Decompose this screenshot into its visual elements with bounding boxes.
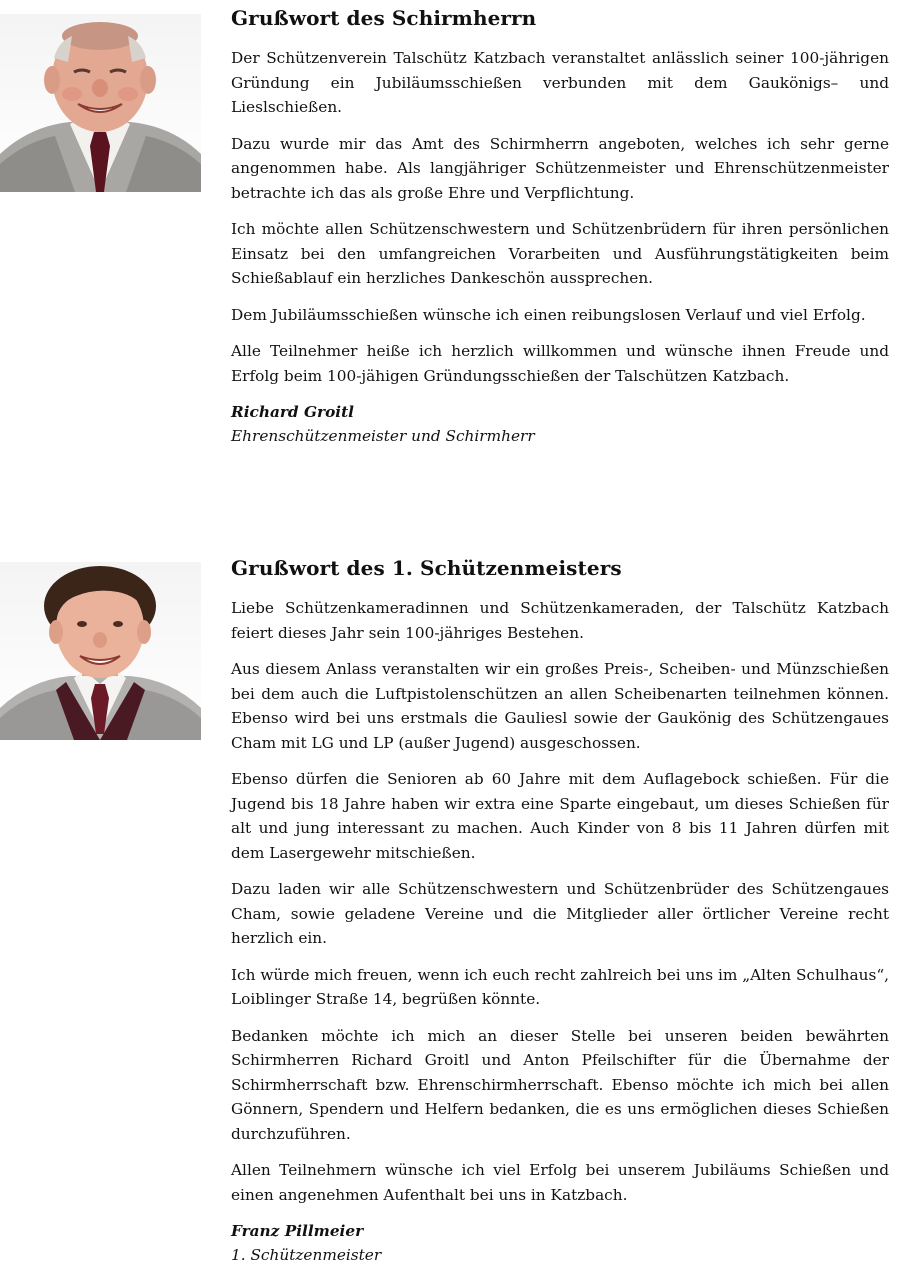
paragraph: Der Schützenverein Talschütz Katzbach veranstaltet anlässlich seiner 100-jährigen Gründung ein Jubiläumsschießen verbunden mit dem Gaukönigs– und Lieslschießen. (231, 49, 889, 116)
section-heading: Grußwort des 1. Schützenmeisters (231, 556, 622, 580)
paragraph: Dem Jubiläumsschießen wünsche ich einen reibungslosen Verlauf und viel Erfolg. (231, 305, 866, 324)
paragraph: Dazu wurde mir das Amt des Schirmherrn angeboten, welches ich sehr gerne angenommen habe. Als langjähriger Schützenmeister und Ehrenschützenmeister betrachte ich das als große Ehre und Verpflichtung. (231, 134, 889, 202)
greeting-chairman-content (231, 554, 889, 1267)
signature-name: Richard Groitl (231, 403, 354, 421)
paragraph: Dazu laden wir alle Schützenschwestern und Schützenbrüder des Schützengaues Cham, sowie geladene Vereine und die Mitglieder aller örtlicher Vereine recht herzlich ein. (231, 880, 889, 947)
paragraph: Ich möchte allen Schützenschwestern und Schützenbrüdern für ihren persönlichen Einsatz bei den umfangreichen Vorarbeiten und Ausführungstätigkeiten beim Schießablauf ein herzliches Dankeschön aussprechen. (231, 220, 889, 287)
signature-title: Ehrenschützenmeister und Schirmherr (231, 427, 535, 445)
portrait-photo-chairman (0, 562, 201, 740)
section-heading: Grußwort des Schirmherrn (231, 6, 537, 30)
signature-title: 1. Schützenmeister (231, 1246, 382, 1264)
paragraph: Allen Teilnehmern wünsche ich viel Erfolg bei unserem Jubiläums Schießen und einen angenehmen Aufenthalt bei uns in Katzbach. (231, 1161, 889, 1204)
portrait-photo-patron (0, 14, 201, 192)
paragraph: Ich würde mich freuen, wenn ich euch recht zahlreich bei uns im „Alten Schulhaus“, Loiblinger Straße 14, begrüßen könnte. (231, 965, 889, 1008)
paragraph: Aus diesem Anlass veranstalten wir ein großes Preis-, Scheiben- und Münzschießen bei dem auch die Luftpistolenschützen an allen Scheibenarten teilnehmen können. Ebenso wird bei uns erstmals die Gauliesl sowie der Gaukönig des Schützengaues Cham mit LG und LP (außer Jugend) ausgeschossen. (231, 660, 889, 752)
paragraph: Alle Teilnehmer heiße ich herzlich willkommen und wünsche ihnen Freude und Erfolg beim 100-jähigen Gründungsschießen der Talschützen Katzbach. (231, 342, 889, 385)
paragraph: Bedanken möchte ich mich an dieser Stelle bei unseren beiden bewährten Schirmherren Richard Groitl und Anton Pfeilschifter für die Übernahme der Schirmherrschaft bzw. Ehrenschirmherrschaft. Ebenso möchte ich mich bei allen Gönnern, Spendern und Helfern bedanken, die es uns ermöglichen dieses Schießen durchzuführen. (231, 1026, 889, 1143)
greeting-patron-content (231, 4, 889, 448)
paragraph: Ebenso dürfen die Senioren ab 60 Jahre mit dem Auflagebock schießen. Für die Jugend bis 18 Jahre haben wir extra eine Sparte eingebaut, um dieses Schießen für alt und jung interessant zu machen. Auch Kinder von 8 bis 11 Jahren dürfen mit dem Lasergewehr mitschießen. (231, 770, 889, 862)
signature-name: Franz Pillmeier (231, 1222, 364, 1240)
paragraph: Liebe Schützenkameradinnen und Schützenkameraden, der Talschütz Katzbach feiert dieses Jahr sein 100-jähriges Bestehen. (231, 599, 889, 642)
